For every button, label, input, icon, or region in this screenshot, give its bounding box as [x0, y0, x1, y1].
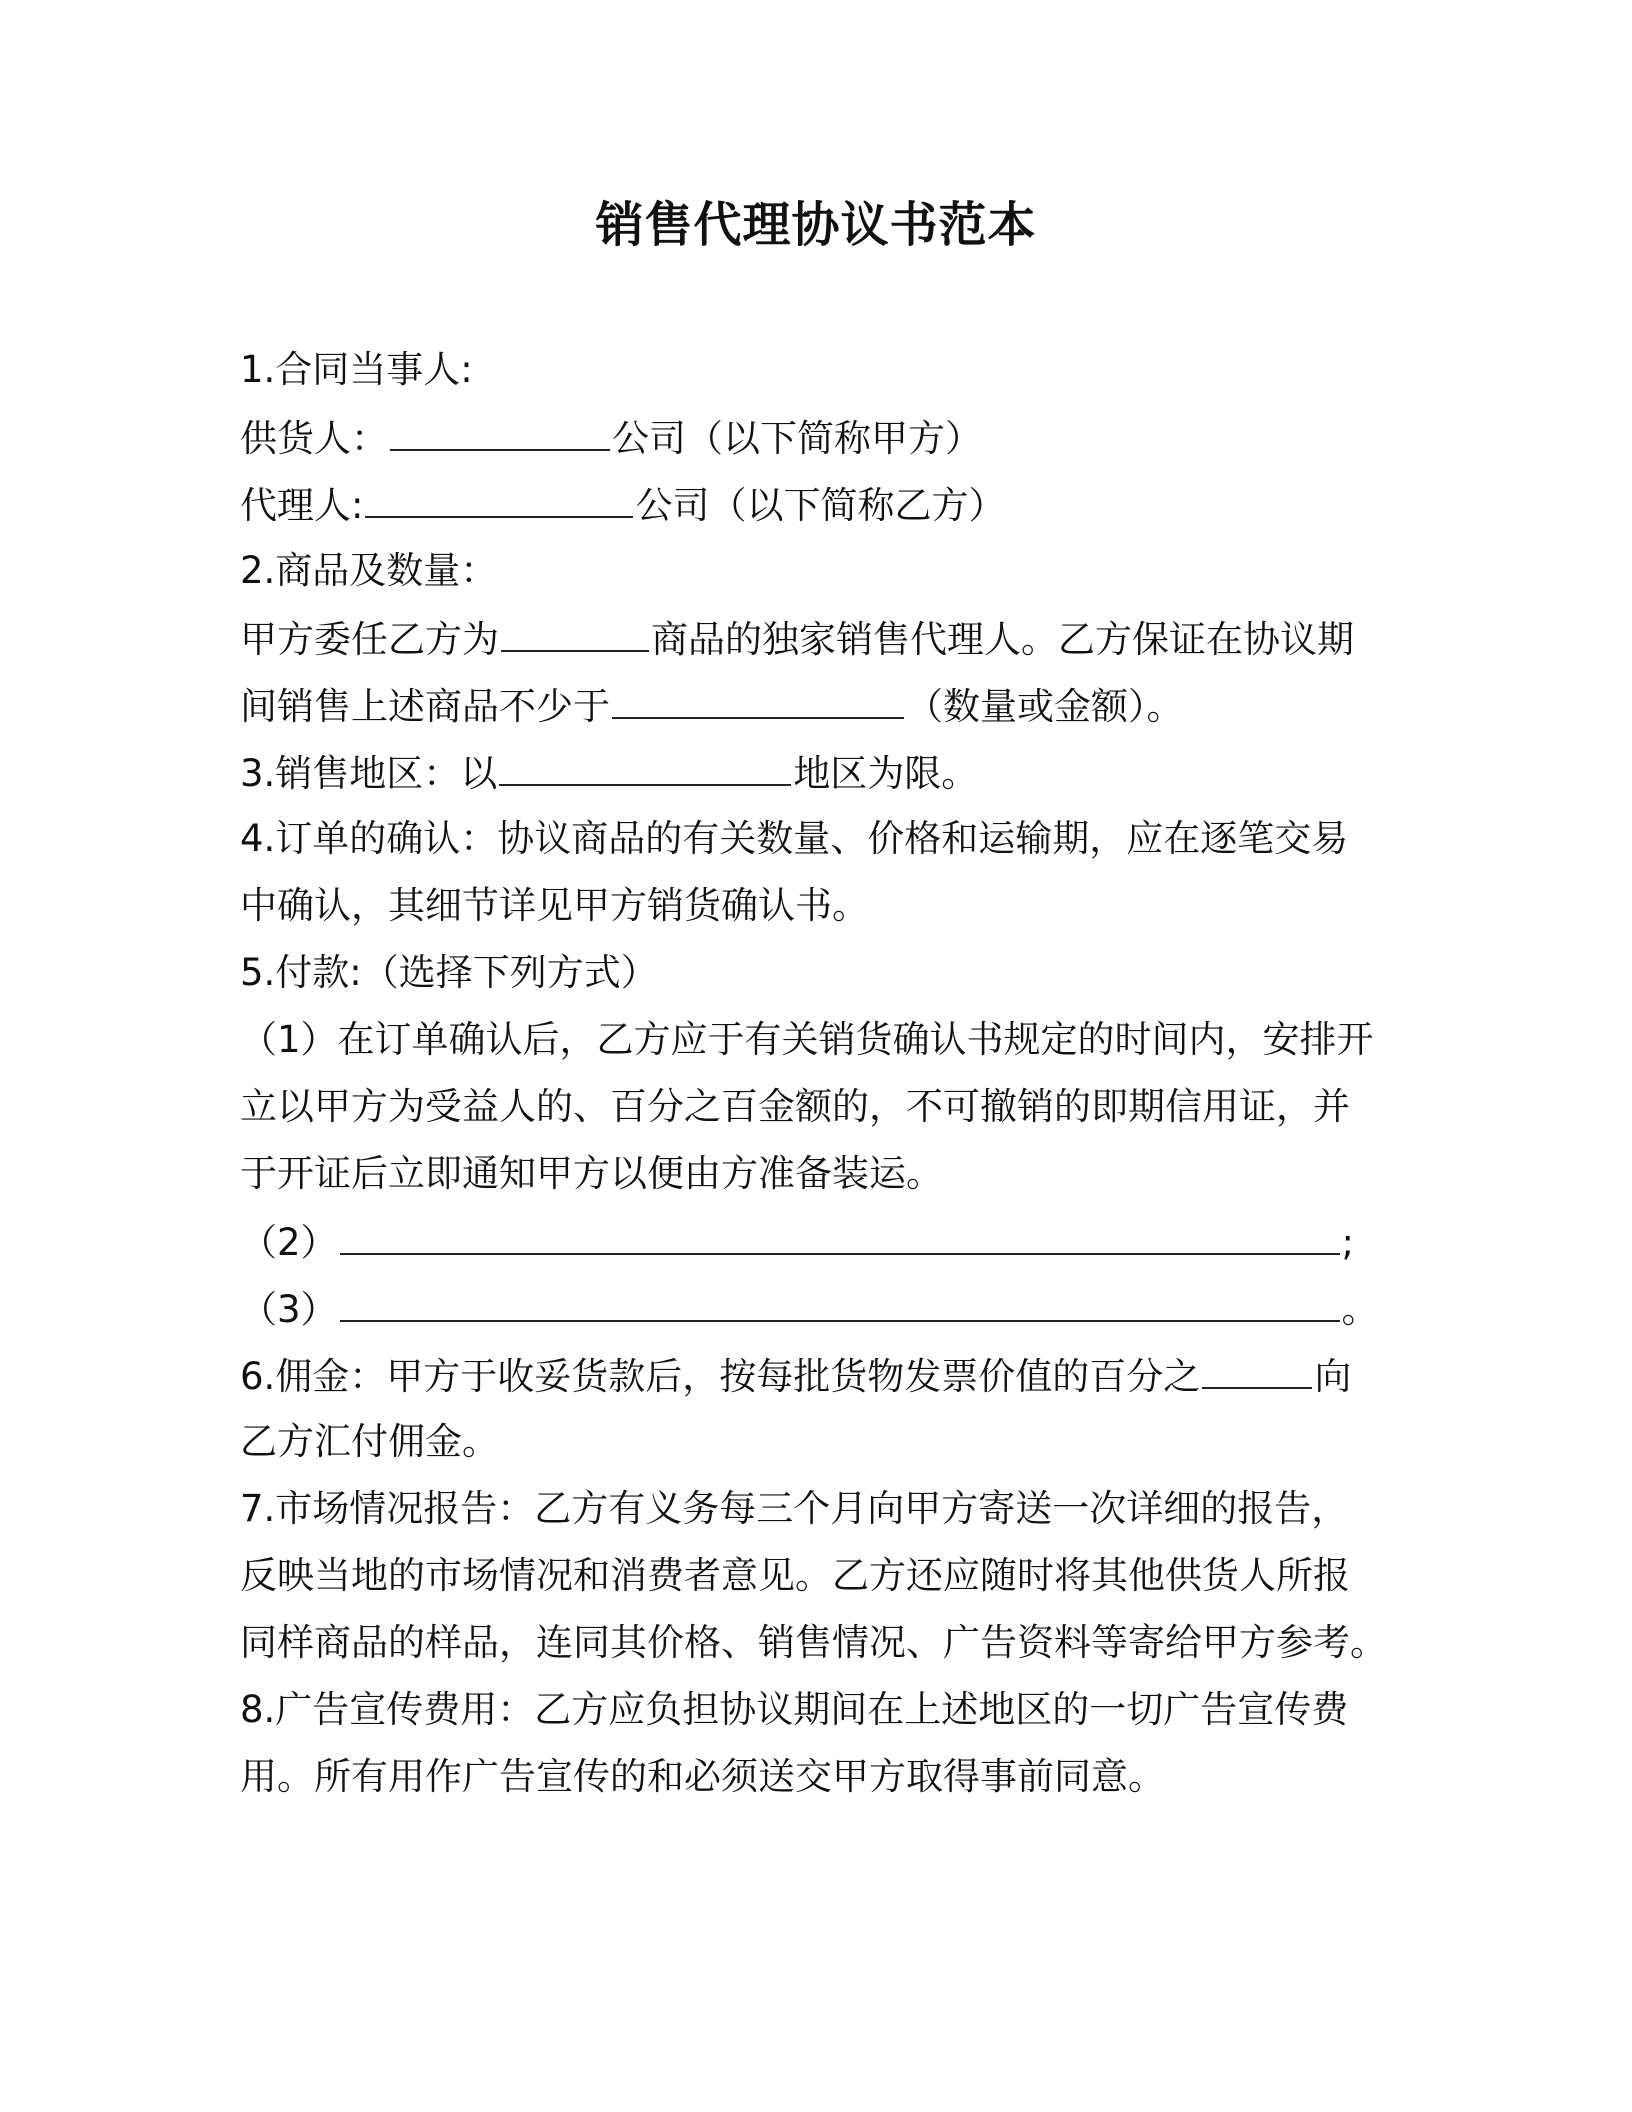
text: 中确认，其细节详见甲方销货确认书。	[240, 884, 869, 927]
text: 3.销售地区：以	[240, 752, 498, 795]
text: 乙方汇付佣金。	[240, 1420, 499, 1463]
section-3-line	[240, 738, 1400, 805]
text: 4.订单的确认：协议商品的有关数量、价格和运输期，应在逐笔交易	[240, 817, 1349, 860]
payment-option-3-blank	[340, 1274, 1340, 1322]
section-7-line-3	[240, 1609, 1400, 1676]
text: 地区为限。	[793, 752, 979, 795]
section-7-line-2	[240, 1542, 1400, 1609]
section-8-line-1	[240, 1676, 1400, 1743]
region-blank	[499, 738, 791, 786]
payment-option-2-line	[240, 1207, 1400, 1274]
supplier-blank	[390, 403, 610, 451]
text: 代理人:	[240, 484, 364, 527]
text: 于开证后立即通知甲方以便由方准备装运。	[240, 1152, 943, 1195]
text: 6.佣金：甲方于收妥货款后，按每批货物发票价值的百分之	[240, 1355, 1201, 1398]
agent-blank	[365, 470, 633, 518]
supplier-line	[240, 403, 1400, 470]
text: 8.广告宣传费用：乙方应负担协议期间在上述地区的一切广告宣传费	[240, 1688, 1349, 1731]
payment-option-1-line-3	[240, 1140, 1400, 1207]
text: 同样商品的样品，连同其价格、销售情况、广告资料等寄给甲方参考。	[240, 1621, 1387, 1664]
text: 。	[1341, 1288, 1379, 1331]
section-5-heading	[240, 939, 1400, 1006]
text: 5.付款:（选择下列方式）	[240, 951, 658, 994]
text: 反映当地的市场情况和消费者意见。乙方还应随时将其他供货人所报	[240, 1554, 1350, 1597]
text: 7.市场情况报告：乙方有义务每三个月向甲方寄送一次详细的报告，	[240, 1487, 1349, 1530]
goods-line	[240, 604, 1400, 671]
payment-option-1-line-2	[240, 1073, 1400, 1140]
text: （数量或金额）。	[906, 685, 1184, 728]
text: ;	[1341, 1221, 1355, 1264]
text: 甲方委任乙方为	[240, 618, 499, 661]
section-6-line-2	[240, 1408, 1400, 1475]
text: 向	[1314, 1355, 1352, 1398]
text: 商品的独家销售代理人。乙方保证在协议期	[651, 618, 1354, 661]
text: 1.合同当事人:	[240, 348, 473, 391]
section-6-line-1	[240, 1341, 1400, 1408]
text: （1）在订单确认后，乙方应于有关销货确认书规定的时间内，安排开	[240, 1018, 1374, 1061]
section-4-line-2	[240, 872, 1400, 939]
section-4-line-1	[240, 805, 1400, 872]
section-8-line-2	[240, 1743, 1400, 1810]
payment-option-1-line-1	[240, 1006, 1400, 1073]
commission-blank	[1202, 1341, 1312, 1389]
document-body	[240, 336, 1400, 1810]
section-1-heading	[240, 336, 1400, 403]
payment-option-2-blank	[340, 1207, 1340, 1255]
quantity-blank	[612, 671, 904, 719]
agent-line	[240, 470, 1400, 537]
section-2-heading	[240, 537, 1400, 604]
section-7-line-1	[240, 1475, 1400, 1542]
text: 2.商品及数量：	[240, 549, 498, 592]
text: 公司（以下简称乙方）	[635, 484, 1006, 527]
payment-option-3-line	[240, 1274, 1400, 1341]
text: 间销售上述商品不少于	[240, 685, 610, 728]
quantity-line	[240, 671, 1400, 738]
text: 供货人：	[240, 417, 388, 460]
text: （3）	[240, 1288, 338, 1331]
text: 公司（以下简称甲方）	[612, 417, 982, 460]
document-title: 销售代理协议书范本	[595, 197, 1037, 253]
goods-blank	[501, 604, 649, 652]
text: 用。所有用作广告宣传的和必须送交甲方取得事前同意。	[240, 1755, 1165, 1798]
text: 立以甲方为受益人的、百分之百金额的，不可撤销的即期信用证，并	[240, 1085, 1350, 1128]
text: （2）	[240, 1221, 338, 1264]
